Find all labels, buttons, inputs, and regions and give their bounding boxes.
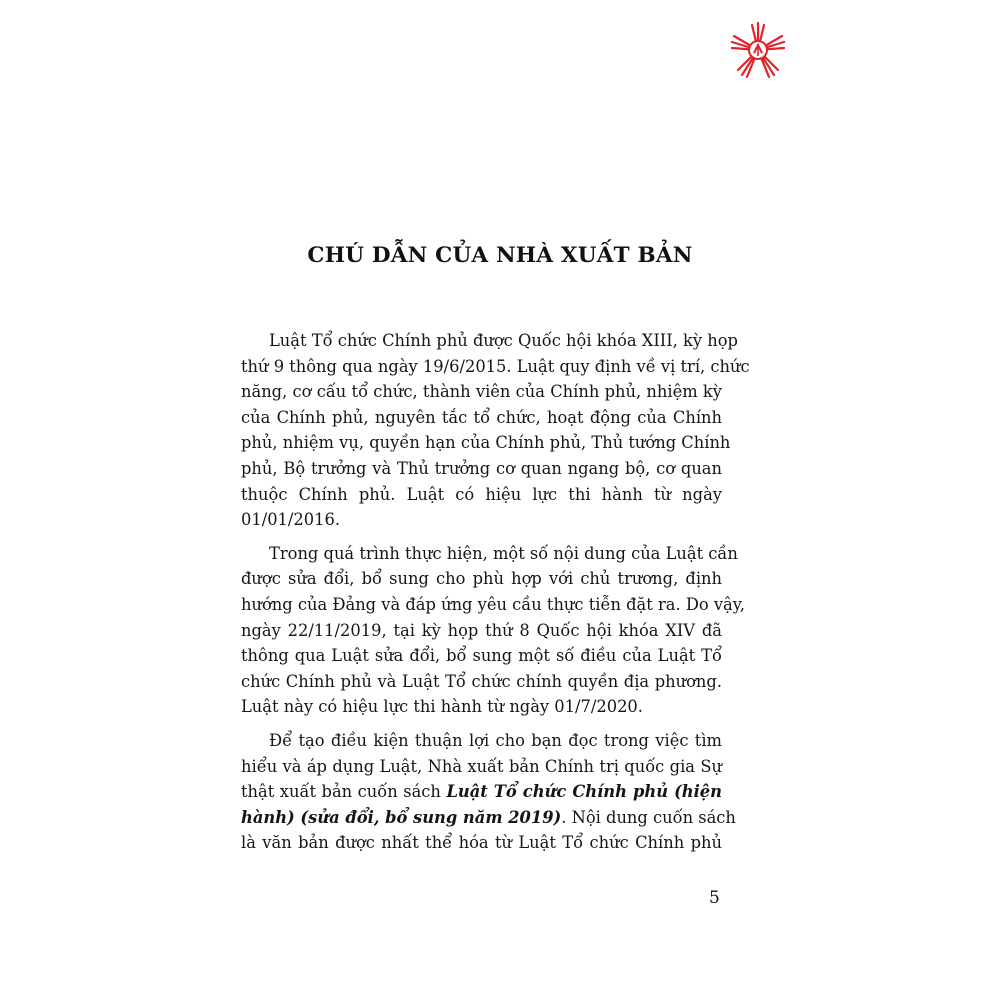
book-title: Luật Tổ chức Chính phủ (hiện: [446, 782, 722, 802]
preface-body: [241, 328, 750, 856]
text-run: thật xuất bản cuốn sách: [241, 782, 447, 802]
text-line: Luật này có hiệu lực thi hành từ ngày 01/7/2020.: [241, 697, 643, 717]
text-line: chức Chính phủ và Luật Tổ chức chính quyền địa phương.: [241, 671, 722, 691]
paragraph-1: [241, 328, 750, 533]
page-number: 5: [709, 888, 720, 908]
text-line: ngày 22/11/2019, tại kỳ họp thứ 8 Quốc hội khóa XIV đã: [241, 620, 722, 640]
publisher-logo: [728, 20, 788, 80]
publisher-star-emblem-icon: [728, 20, 788, 80]
text-line: được sửa đổi, bổ sung cho phù hợp với chủ trương, định: [241, 569, 722, 589]
text-line: Luật Tổ chức Chính phủ được Quốc hội khóa XIII, kỳ họp: [269, 331, 738, 350]
text-line: [241, 779, 722, 805]
text-line: thông qua Luật sửa đổi, bổ sung một số điều của Luật Tổ: [241, 646, 722, 666]
paragraph-3: [241, 728, 736, 856]
text-line: 01/01/2016.: [241, 510, 341, 530]
text-line: [241, 805, 736, 831]
text-line: hiểu và áp dụng Luật, Nhà xuất bản Chính trị quốc gia Sự: [241, 756, 722, 776]
paragraph-2: [241, 541, 745, 720]
text-line: hướng của Đảng và đáp ứng yêu cầu thực tiễn đặt ra. Do vậy,: [241, 594, 745, 614]
text-line: phủ, nhiệm vụ, quyền hạn của Chính phủ, Thủ tướng Chính: [241, 433, 731, 453]
text-run: . Nội dung cuốn sách: [561, 807, 736, 827]
text-line: Để tạo điều kiện thuận lợi cho bạn đọc trong việc tìm: [269, 730, 722, 750]
text-line: của Chính phủ, nguyên tắc tổ chức, hoạt động của Chính: [241, 407, 722, 427]
text-line: thuộc Chính phủ. Luật có hiệu lực thi hành từ ngày: [241, 484, 722, 504]
page-title: CHÚ DẪN CỦA NHÀ XUẤT BẢN: [307, 243, 693, 268]
text-line: năng, cơ cấu tổ chức, thành viên của Chính phủ, nhiệm kỳ: [241, 382, 722, 402]
book-title: hành) (sửa đổi, bổ sung năm 2019): [241, 807, 562, 827]
text-line: thứ 9 thông qua ngày 19/6/2015. Luật quy định về vị trí, chức: [241, 356, 750, 376]
text-line: là văn bản được nhất thể hóa từ Luật Tổ chức Chính phủ: [241, 833, 722, 853]
text-line: phủ, Bộ trưởng và Thủ trưởng cơ quan ngang bộ, cơ quan: [241, 458, 722, 478]
text-line: Trong quá trình thực hiện, một số nội dung của Luật cần: [269, 543, 738, 563]
